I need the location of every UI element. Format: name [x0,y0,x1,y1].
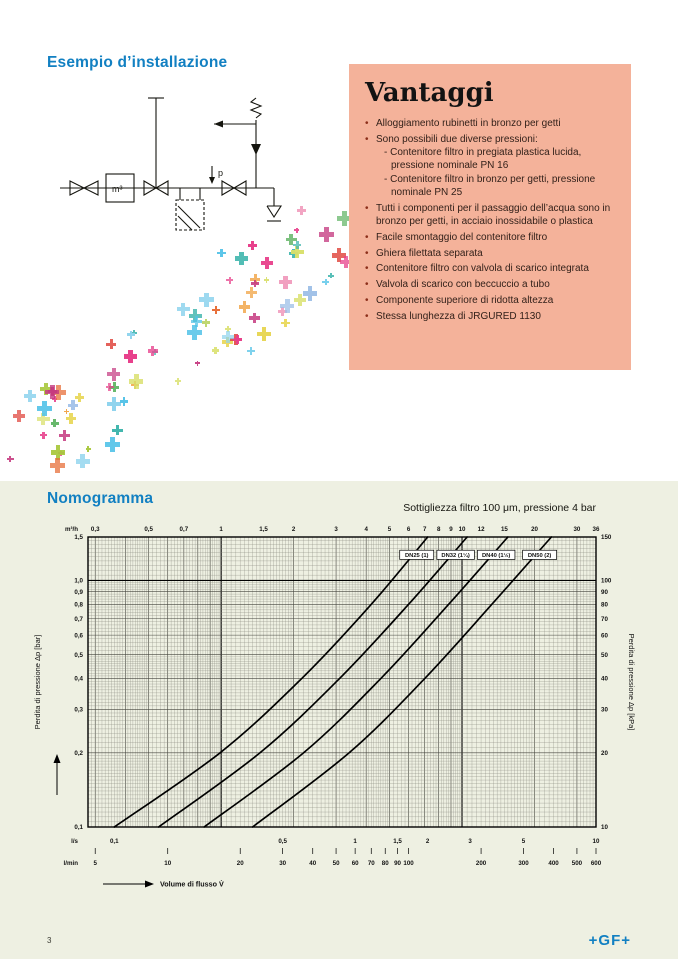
vantaggi-item-text: Alloggiamento rubinetti in bronzo per getti [376,118,561,129]
series-label-text: DN32 (1¼) [441,552,470,559]
svg-text:5: 5 [93,860,97,867]
bullet-icon: • [365,202,369,214]
decorative-cross [24,390,37,403]
decorative-cross [175,378,182,385]
svg-text:1,0: 1,0 [74,577,83,585]
svg-text:30: 30 [601,706,608,714]
decorative-cross [247,347,254,354]
svg-text:70: 70 [367,860,375,867]
decorative-cross [66,413,77,424]
vantaggi-item [365,262,615,275]
decorative-cross [280,299,294,313]
decorative-cross [50,458,64,472]
svg-text:3: 3 [468,838,472,845]
svg-text:10: 10 [592,838,600,845]
svg-text:0,7: 0,7 [74,615,83,623]
bullet-icon: • [365,310,369,322]
svg-text:100: 100 [403,860,414,867]
svg-text:0,3: 0,3 [74,706,83,714]
decorative-cross [68,400,78,410]
bullet-icon: • [365,133,369,145]
bullet-icon: • [365,279,369,291]
vantaggi-item-text: Contenitore filtro con valvola di scarico integrata [376,263,589,275]
decorative-cross [222,331,234,343]
vantaggi-item-text: Stessa lunghezza di JRGURED 1130 [376,310,541,322]
svg-text:0,8: 0,8 [74,601,83,609]
svg-text:5: 5 [387,526,392,533]
decorative-cross [251,280,259,288]
vantaggi-item [365,133,615,199]
decorative-cross [257,327,270,340]
vantaggi-title: Vantaggi [365,78,494,108]
svg-text:6: 6 [406,526,411,533]
decorative-cross [322,279,328,285]
svg-text:5: 5 [521,838,526,845]
decorative-cross [261,257,273,269]
svg-text:0,1: 0,1 [109,838,119,845]
svg-text:0,1: 0,1 [74,824,83,832]
svg-text:1,5: 1,5 [393,838,402,845]
vantaggi-item-text: Valvola di scarico con beccuccio a tubo [376,279,550,291]
svg-text:600: 600 [590,860,602,867]
svg-text:10: 10 [601,824,608,832]
axis-arrows [54,754,224,889]
vantaggi-panel [349,64,631,370]
decorative-cross [279,276,292,289]
svg-text:Perdita di pressione Δp [kPa]: Perdita di pressione Δp [kPa] [627,633,636,731]
decorative-cross [37,401,52,416]
svg-text:36: 36 [592,526,600,533]
decorative-cross [107,368,120,381]
svg-text:80: 80 [601,601,608,609]
svg-text:0,5: 0,5 [144,526,153,533]
bullet-icon: • [365,118,369,129]
decorative-cross [86,446,91,451]
decorative-cross [7,456,14,463]
svg-text:0,2: 0,2 [74,749,83,757]
svg-text:3: 3 [334,526,338,533]
svg-text:40: 40 [309,860,317,867]
page-number: 3 [47,936,52,945]
svg-text:10: 10 [164,860,172,867]
decorative-cross [249,313,260,324]
svg-text:100: 100 [601,577,612,585]
decorative-cross [105,437,120,452]
vantaggi-subitem: - Contenitore filtro in pregiata plastica lucida, pressione nominale PN 16 [384,147,582,172]
pressure-label: p [218,168,224,178]
decorative-cross [59,430,69,440]
decorative-cross [328,273,334,279]
vantaggi-item [365,117,615,130]
svg-text:0,9: 0,9 [74,588,83,596]
svg-text:1: 1 [219,526,223,533]
decorative-cross [246,287,257,298]
decorative-cross [281,319,290,328]
decorative-cross [212,306,220,314]
svg-text:60: 60 [601,632,608,640]
svg-text:0,5: 0,5 [74,651,83,659]
svg-text:90: 90 [601,588,608,596]
vantaggi-item-text: Tutti i componenti per il passaggio dell’acqua sono in bronzo per getti, in acciaio inossidabile o plastica [376,202,611,228]
vantaggi-item-text: Facile smontaggio del contenitore filtro [376,231,548,243]
decorative-cross [148,346,158,356]
svg-text:30: 30 [279,860,287,867]
svg-text:0,3: 0,3 [90,526,100,533]
series-label-text: DN40 (1½) [481,552,511,559]
svg-text:400: 400 [548,860,559,867]
svg-text:m³/h: m³/h [64,526,78,533]
nomogram-chart [0,481,678,905]
svg-text:50: 50 [332,860,340,867]
gf-logo: +GF+ [588,932,631,949]
decorative-cross [51,419,59,427]
svg-text:30: 30 [573,526,581,533]
svg-text:l/s: l/s [71,838,78,845]
svg-text:1,5: 1,5 [259,526,268,533]
vantaggi-subitem: - Contenitore filtro in bronzo per getti, pressione nominale PN 25 [384,173,596,198]
vantaggi-item [365,202,615,229]
svg-text:Perdita di pressione Δp [bar]: Perdita di pressione Δp [bar] [33,634,42,730]
vantaggi-list [365,117,615,323]
decorative-cross [235,252,249,266]
decorative-cross [112,425,122,435]
svg-text:7: 7 [422,526,427,533]
decorative-cross [40,432,47,439]
decorative-cross [191,316,202,327]
decorative-cross [239,301,250,312]
svg-text:0,7: 0,7 [179,526,189,533]
svg-text:300: 300 [518,860,529,867]
vantaggi-item-text: Ghiera filettata separata [376,247,483,259]
decorative-cross [264,277,270,283]
bullet-icon: • [365,247,369,259]
decorative-cross [303,286,318,301]
decorative-cross [45,385,59,399]
axis-tick-labels [64,526,612,867]
decorative-cross [293,241,301,249]
nomogram-title: Nomogramma [47,490,154,507]
svg-text:2: 2 [425,838,430,845]
decorative-cross [177,303,190,316]
svg-text:80: 80 [381,860,389,867]
bullet-icon: • [365,231,369,243]
svg-text:20: 20 [531,526,538,533]
svg-text:20: 20 [601,749,608,757]
vantaggi-item [365,294,615,307]
nomogram-subtitle: Sottigliezza filtro 100 μm, pressione 4 bar [403,502,596,514]
svg-text:200: 200 [475,860,487,867]
svg-text:l/min: l/min [63,860,78,867]
svg-text:10: 10 [458,526,466,533]
svg-text:9: 9 [449,526,453,533]
bullet-icon: • [365,263,369,275]
svg-text:500: 500 [571,860,583,867]
svg-text:Volume di flusso V̇: Volume di flusso V̇ [160,879,224,889]
decorative-cross [13,410,25,422]
decorative-cross [106,339,116,349]
svg-text:0,4: 0,4 [74,675,83,683]
vantaggi-item-text: Sono possibili due diverse pressioni: - Contenitore filtro in pregiata plastica lucida, pressione nominale PN 16 - Contenitore filtro in bronzo per getti, pressione nominale PN 25 [376,133,615,199]
svg-text:12: 12 [477,526,485,533]
svg-text:0,6: 0,6 [74,632,83,640]
series-label-text: DN50 (2) [527,552,552,559]
decorative-cross [297,206,306,215]
series-labels [400,550,557,559]
svg-text:1,5: 1,5 [74,534,83,542]
svg-text:15: 15 [500,526,508,533]
decorative-cross [129,374,143,388]
vantaggi-item [365,247,615,260]
decorative-cross [212,347,220,355]
decorative-cross [202,319,210,327]
decorative-cross [294,228,299,233]
decorative-cross [199,293,213,307]
svg-text:8: 8 [436,526,441,533]
svg-text:4: 4 [364,526,368,533]
decorative-cross [195,361,200,366]
svg-text:90: 90 [394,860,402,867]
axis-titles [33,634,636,731]
vantaggi-item [365,278,615,291]
svg-text:0,5: 0,5 [278,838,287,845]
decorative-cross [127,331,135,339]
svg-text:40: 40 [601,675,608,683]
svg-text:60: 60 [351,860,359,867]
decorative-cross [217,249,226,258]
meter-label: m³ [112,184,123,194]
svg-text:150: 150 [601,534,612,542]
svg-text:2: 2 [291,526,296,533]
vantaggi-item [365,231,615,244]
vantaggi-item [365,310,615,323]
installation-title: Esempio d’installazione [47,54,228,71]
decorative-cross [76,454,90,468]
decorative-cross [124,350,138,364]
svg-text:1: 1 [353,838,357,845]
decorative-cross [106,383,114,391]
chart-grid [88,537,596,827]
decorative-cross [187,325,202,340]
vantaggi-item-text: Componente superiore di ridotta altezza [376,295,554,307]
decorative-cross [120,397,129,406]
decorative-cross [226,277,233,284]
bullet-icon: • [365,295,369,307]
svg-text:70: 70 [601,615,608,623]
svg-text:50: 50 [601,651,608,659]
decorative-cross [248,241,257,250]
series-label-text: DN25 (1) [404,552,429,559]
svg-text:20: 20 [236,860,244,867]
decorative-cross [319,227,334,242]
nomogram-section [0,481,678,959]
